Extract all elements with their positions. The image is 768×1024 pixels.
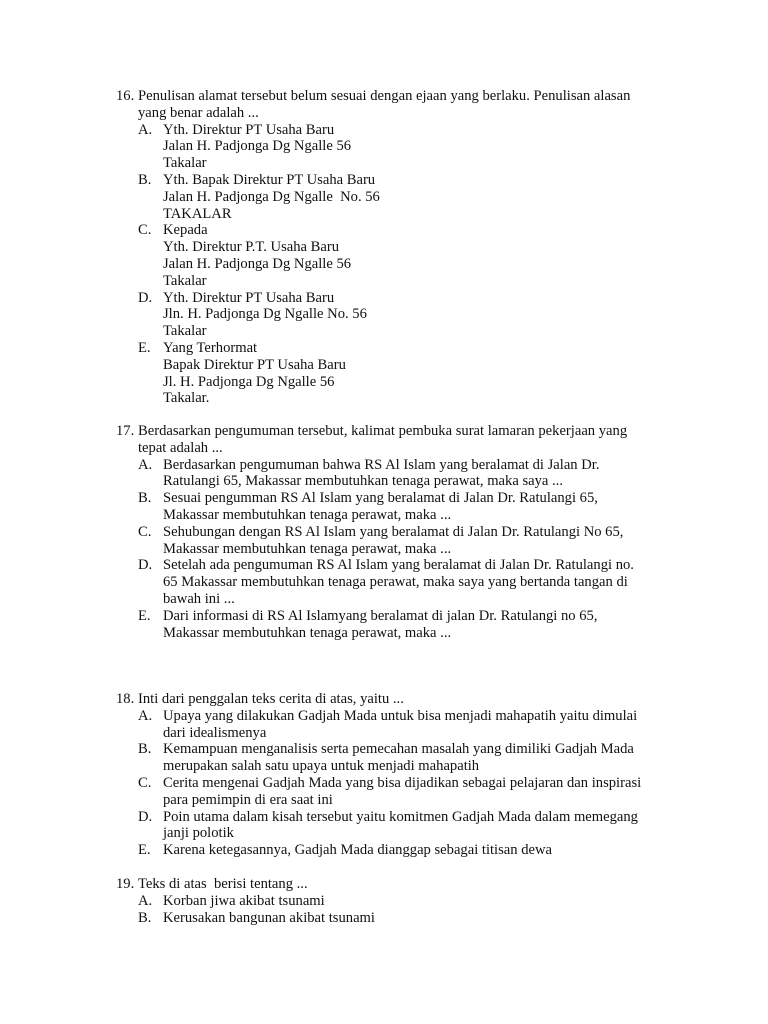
option-line: Korban jiwa akibat tsunami: [163, 892, 325, 909]
option-line: Makassar membutuhkan tenaga perawat, maka ...: [163, 506, 452, 523]
option-letter: A.: [138, 707, 153, 724]
option-a: [116, 893, 676, 910]
option-letter: A.: [138, 456, 153, 473]
option-line: Kerusakan bangunan akibat tsunami: [163, 909, 375, 926]
question-stem: [116, 423, 676, 457]
option-line: Jalan H. Padjonga Dg Ngalle 56: [163, 255, 352, 272]
option-line: Takalar.: [163, 390, 210, 407]
option-b: [116, 172, 676, 222]
option-line: Setelah ada pengumuman RS Al Islam yang beralamat di Jalan Dr. Ratulangi no.: [163, 557, 634, 574]
option-list: [116, 122, 676, 408]
option-line: Cerita mengenai Gadjah Mada yang bisa dijadikan sebagai pelajaran dan inspirasi: [163, 774, 642, 791]
option-letter: D.: [138, 557, 153, 574]
question-number: 19.: [116, 876, 135, 892]
option-a: [116, 122, 676, 172]
stem-line: Berdasarkan pengumuman tersebut, kalimat pembuka surat lamaran pekerjaan yang: [138, 423, 628, 439]
question-19: [116, 876, 676, 926]
option-list: [116, 708, 676, 859]
option-letter: B.: [138, 741, 152, 758]
option-b: [116, 490, 676, 524]
option-d: [116, 809, 676, 843]
option-a: [116, 708, 676, 742]
option-line: Karena ketegasannya, Gadjah Mada dianggap sebagai titisan dewa: [163, 842, 553, 859]
option-line: Takalar: [163, 272, 207, 289]
option-d: [116, 290, 676, 340]
option-list: [116, 457, 676, 642]
option-b: [116, 910, 676, 927]
option-line: Jl. H. Padjonga Dg Ngalle 56: [163, 373, 335, 390]
option-c: [116, 775, 676, 809]
option-line: Jln. H. Padjonga Dg Ngalle No. 56: [163, 306, 367, 323]
option-line: Yang Terhormat: [163, 339, 258, 356]
option-letter: C.: [138, 774, 152, 791]
option-letter: B.: [138, 909, 152, 926]
option-line: 65 Makassar membutuhkan tenaga perawat, maka saya yang bertanda tangan di: [163, 574, 628, 591]
option-letter: D.: [138, 808, 153, 825]
option-line: Takalar: [163, 155, 207, 172]
option-line: Berdasarkan pengumuman bahwa RS Al Islam yang beralamat di Jalan Dr.: [163, 456, 600, 473]
stem-line: yang benar adalah ...: [138, 104, 259, 121]
option-line: bawah ini ...: [163, 590, 235, 607]
stem-line: Inti dari penggalan teks cerita di atas, yaitu ...: [138, 691, 404, 707]
option-e: [116, 608, 676, 642]
option-line: Poin utama dalam kisah tersebut yaitu komitmen Gadjah Mada dalam memegang: [163, 808, 638, 825]
option-line: Yth. Bapak Direktur PT Usaha Baru: [163, 171, 376, 188]
option-line: Upaya yang dilakukan Gadjah Mada untuk bisa menjadi mahapatih yaitu dimulai: [163, 707, 638, 724]
option-line: Makassar membutuhkan tenaga perawat, maka ...: [163, 624, 452, 641]
option-line: TAKALAR: [163, 205, 232, 222]
question-stem: [116, 88, 676, 122]
option-line: Yth. Direktur PT Usaha Baru: [163, 121, 335, 138]
question-16: [116, 88, 676, 407]
stem-line: tepat adalah ...: [138, 439, 223, 456]
option-letter: A.: [138, 121, 153, 138]
option-line: Yth. Direktur P.T. Usaha Baru: [163, 239, 340, 256]
option-letter: A.: [138, 892, 153, 909]
option-list: [116, 893, 676, 927]
option-c: [116, 524, 676, 558]
question-stem: [116, 691, 676, 708]
option-c: [116, 222, 676, 289]
question-17: [116, 423, 676, 641]
option-line: para pemimpin di era saat ini: [163, 791, 333, 808]
question-stem: [116, 876, 676, 893]
question-number: 17.: [116, 423, 135, 439]
option-letter: B.: [138, 490, 152, 507]
option-letter: B.: [138, 171, 152, 188]
option-line: Kepada: [163, 222, 208, 239]
option-line: Jalan H. Padjonga Dg Ngalle 56: [163, 138, 352, 155]
option-letter: E.: [138, 842, 151, 859]
question-number: 16.: [116, 88, 135, 104]
option-e: [116, 842, 676, 859]
option-line: Bapak Direktur PT Usaha Baru: [163, 356, 346, 373]
option-line: Takalar: [163, 323, 207, 340]
option-line: merupakan salah satu upaya untuk menjadi mahapatih: [163, 758, 480, 775]
stem-line: Teks di atas berisi tentang ...: [138, 876, 308, 892]
option-a: [116, 457, 676, 491]
option-line: Sesuai pengumman RS Al Islam yang beralamat di Jalan Dr. Ratulangi 65,: [163, 490, 598, 507]
option-line: Makassar membutuhkan tenaga perawat, maka ...: [163, 540, 452, 557]
option-letter: D.: [138, 289, 153, 306]
question-number: 18.: [116, 691, 135, 707]
option-letter: C.: [138, 523, 152, 540]
option-b: [116, 741, 676, 775]
option-line: Dari informasi di RS Al Islamyang beralamat di jalan Dr. Ratulangi no 65,: [163, 607, 598, 624]
option-line: janji polotik: [163, 825, 234, 842]
option-e: [116, 340, 676, 407]
option-line: Sehubungan dengan RS Al Islam yang beralamat di Jalan Dr. Ratulangi No 65,: [163, 523, 624, 540]
option-line: Jalan H. Padjonga Dg Ngalle No. 56: [163, 188, 380, 205]
stem-line: Penulisan alamat tersebut belum sesuai dengan ejaan yang berlaku. Penulisan alasan: [138, 88, 631, 104]
option-d: [116, 557, 676, 607]
option-line: Yth. Direktur PT Usaha Baru: [163, 289, 335, 306]
option-line: Ratulangi 65, Makassar membutuhkan tenaga perawat, maka saya ...: [163, 473, 563, 490]
option-line: dari idealismenya: [163, 724, 267, 741]
option-letter: C.: [138, 222, 152, 239]
option-line: Kemampuan menganalisis serta pemecahan masalah yang dimiliki Gadjah Mada: [163, 741, 634, 758]
option-letter: E.: [138, 339, 151, 356]
option-letter: E.: [138, 607, 151, 624]
question-18: [116, 691, 676, 859]
